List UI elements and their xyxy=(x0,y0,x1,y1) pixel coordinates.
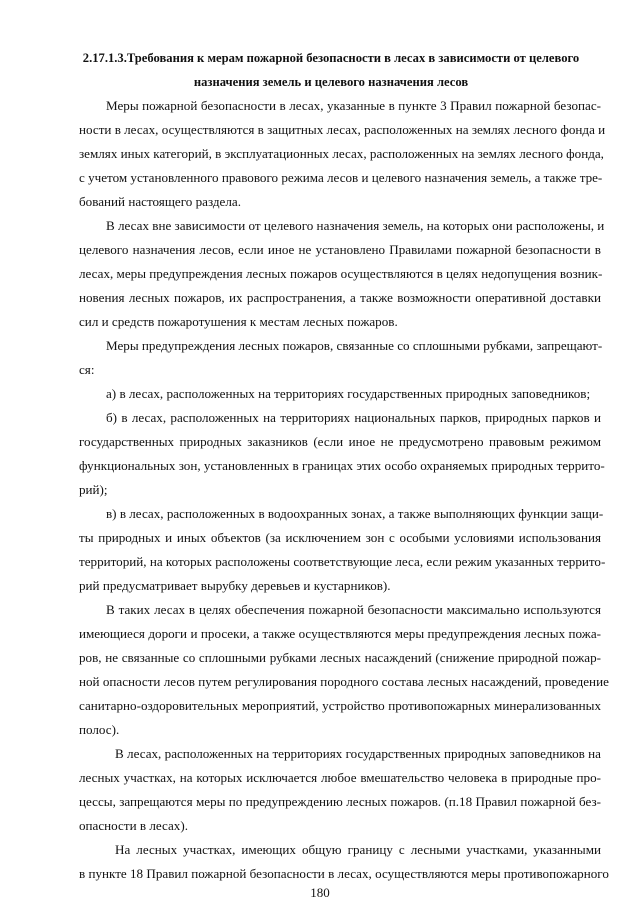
text-line: с учетом установленного правового режима лесов и целевого назначения земель, а также тре- xyxy=(79,170,603,185)
list-item-v: в) в лесах, расположенных в водоохранных зонах, а также выполняющих функции защи- xyxy=(106,506,604,521)
text-line: новения лесных пожаров, их распространения, а также возможности оперативной доставки xyxy=(79,290,601,305)
text-line: ся: xyxy=(79,362,95,377)
text-line: государственных природных заказников (если иное не предусмотрено правовым режимом xyxy=(79,434,601,449)
text-line: ности в лесах, осуществляются в защитных лесах, расположенных на землях лесного фонда и xyxy=(79,122,606,137)
text-line: ров, не связанные со сплошными рубками лесных насаждений (снижение природной пожар- xyxy=(79,650,601,665)
text-line: территорий, на которых расположены соответствующие леса, если режим указанных террито- xyxy=(79,554,606,569)
text-line: лесных участках, на которых исключается любое вмешательство человека в природные про- xyxy=(79,770,601,785)
text-line: землях иных категорий, в эксплуатационных лесах, расположенных на землях лесного фонда, xyxy=(79,146,604,161)
section-heading-line-2: назначения земель и целевого назначения лесов xyxy=(193,75,469,89)
list-item-b: б) в лесах, расположенных на территориях национальных парков, природных парков и xyxy=(106,410,601,425)
text-line: На лесных участках, имеющих общую границу с лесными участками, указанными xyxy=(115,842,601,857)
text-line: цессы, запрещаются меры по предупреждению лесных пожаров. (п.18 Правил пожарной без- xyxy=(79,794,601,809)
text-line: сил и средств пожаротушения к местам лесных пожаров. xyxy=(79,314,398,329)
text-line: ной опасности лесов путем регулирования породного состава лесных насаждений, проведение xyxy=(79,674,609,689)
list-item-a: а) в лесах, расположенных на территориях государственных природных заповедников; xyxy=(106,386,591,401)
text-line: лесах, меры предупреждения лесных пожаров осуществляются в целях недопущения возник- xyxy=(79,266,603,281)
text-line: рий предусматривает вырубку деревьев и кустарников). xyxy=(79,578,391,593)
text-line: функциональных зон, установленных в границах этих особо охраняемых природных террито- xyxy=(79,458,605,473)
page-number: 180 xyxy=(310,885,330,900)
text-line: бований настоящего раздела. xyxy=(79,194,241,209)
text-line: Меры пожарной безопасности в лесах, указанные в пункте 3 Правил пожарной безопас- xyxy=(106,98,601,113)
text-line: Меры предупреждения лесных пожаров, связанные со сплошными рубками, запрещают- xyxy=(106,338,603,353)
text-line: ты природных и иных объектов (за исключением зон с особыми условиями использования xyxy=(79,530,601,545)
text-line: В лесах вне зависимости от целевого назначения земель, на которых они расположены, и xyxy=(106,218,605,233)
text-line: опасности в лесах). xyxy=(79,818,188,833)
text-line: имеющиеся дороги и просеки, а также осуществляются меры предупреждения лесных пожа- xyxy=(79,626,601,641)
text-line: в пункте 18 Правил пожарной безопасности в лесах, осуществляются меры противопожарного xyxy=(79,866,609,881)
text-line: полос). xyxy=(79,722,120,737)
text-line: целевого назначения лесов, если иное не установлено Правилами пожарной безопасности в xyxy=(79,242,601,257)
text-line: рий); xyxy=(79,482,108,497)
text-line: В таких лесах в целях обеспечения пожарной безопасности максимально используются xyxy=(106,602,601,617)
text-line: санитарно-оздоровительных мероприятий, устройство противопожарных минерализованных xyxy=(79,698,601,713)
text-line: В лесах, расположенных на территориях государственных природных заповедников на xyxy=(115,746,601,761)
section-heading-line-1: 2.17.1.3.Требования к мерам пожарной безопасности в лесах в зависимости от целевого xyxy=(82,51,580,65)
